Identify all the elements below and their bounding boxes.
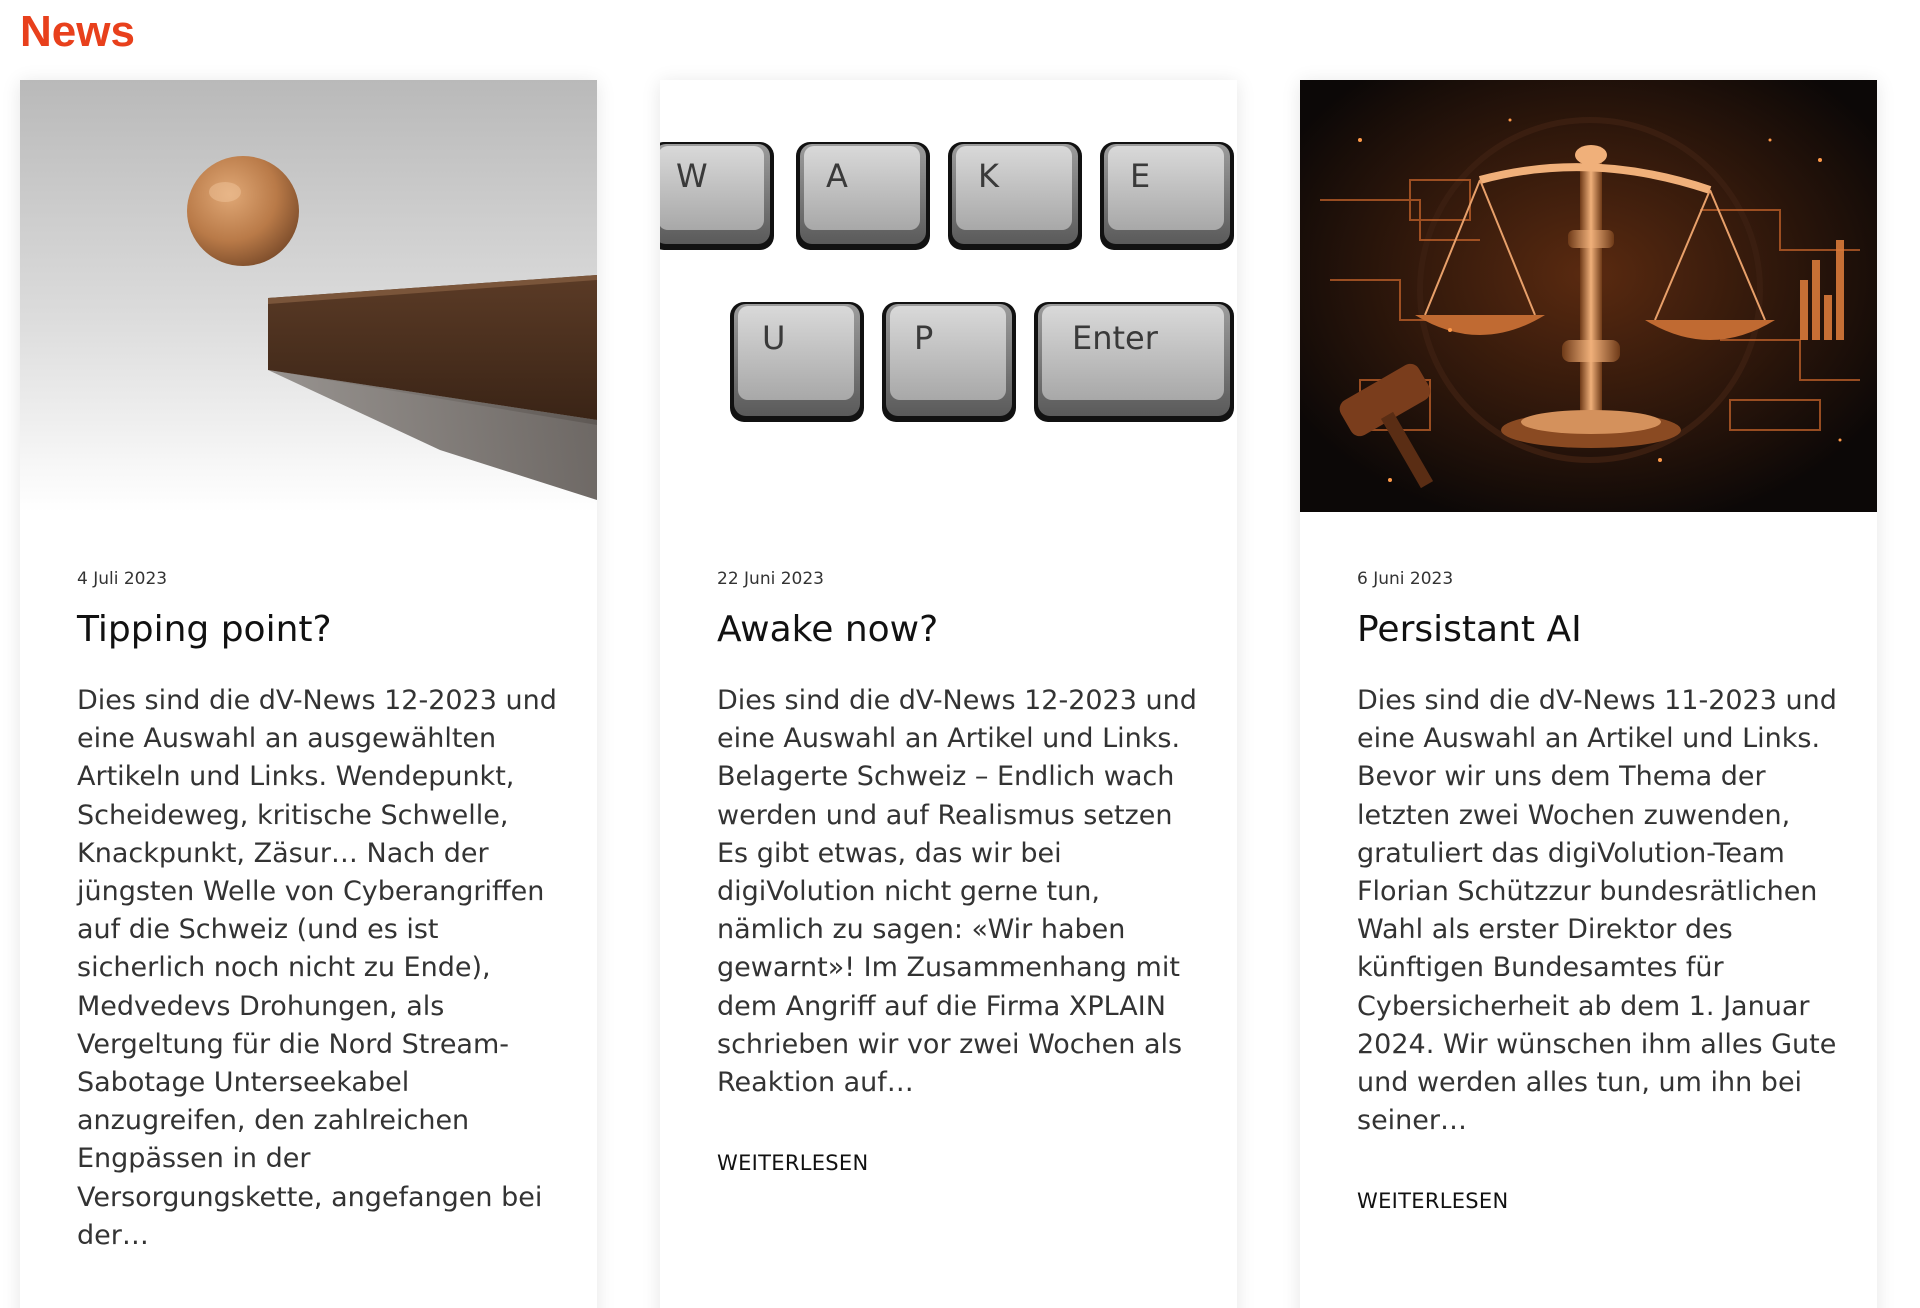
- post-title[interactable]: Persistant AI: [1357, 609, 1582, 650]
- post-excerpt: Dies sind die dV-News 12-2023 und eine Auswahl an ausgewählten Artikeln und Links. Wendepunkt, Scheideweg, kritische Schwelle, Knackpunkt, Zäsur… Nach der jüngsten Welle von Cyberangriffen auf die Schweiz (und es ist sicherlich noch nicht zu Ende), Medvedevs Drohungen, als Vergeltung für die Nord Stream-Sabotage Unterseekabel anzugreifen, den zahlreichen Engpässen in der Versorgungskette, angefangen bei der…: [77, 685, 557, 1251]
- svg-text:P: P: [914, 319, 934, 357]
- post-excerpt: Dies sind die dV-News 12-2023 und eine Auswahl an Artikel und Links. Belagerte Schweiz – Endlich wach werden und auf Realismus setzen Es gibt etwas, das wir bei digiVolution nicht gerne tun, nämlich zu sagen: «Wir haben gewarnt»! Im Zusammenhang mit dem Angriff auf die Firma XPLAIN schrieben wir vor zwei Wochen als Reaktion auf…: [717, 685, 1197, 1099]
- key-p: [882, 302, 1016, 422]
- svg-text:W: W: [676, 157, 708, 195]
- svg-text:A: A: [826, 157, 848, 195]
- post-date: 4 Juli 2023: [77, 569, 168, 589]
- post-title[interactable]: Awake now?: [717, 609, 939, 650]
- news-card-1[interactable]: [20, 80, 597, 1308]
- key-w: [660, 142, 774, 250]
- news-card-2[interactable]: [660, 80, 1237, 1308]
- key-e: [1100, 142, 1234, 250]
- key-k: [948, 142, 1082, 250]
- egg-balancing-on-ledge-image[interactable]: [20, 80, 597, 512]
- keyboard-keys-image[interactable]: [660, 80, 1237, 512]
- key-a: [796, 142, 930, 250]
- justice-scales-image[interactable]: [1300, 80, 1877, 512]
- key-enter: [1034, 302, 1234, 422]
- read-more-link[interactable]: WEITERLESEN: [1357, 1189, 1509, 1214]
- svg-text:Enter: Enter: [1072, 319, 1158, 357]
- svg-text:U: U: [762, 319, 786, 357]
- svg-text:K: K: [978, 157, 999, 195]
- post-date: 6 Juni 2023: [1357, 569, 1454, 589]
- post-date: 22 Juni 2023: [717, 569, 824, 589]
- post-title[interactable]: Tipping point?: [77, 609, 332, 650]
- section-title: News: [20, 7, 135, 56]
- news-card-3[interactable]: [1300, 80, 1877, 1308]
- svg-text:E: E: [1130, 157, 1151, 195]
- key-u: [730, 302, 864, 422]
- post-excerpt: Dies sind die dV-News 11-2023 und eine Auswahl an Artikel und Links. Bevor wir uns dem Thema der letzten zwei Wochen zuwenden, gratuliert das digiVolution-Team Florian Schützzur bundesrätlichen Wahl als erster Direktor des künftigen Bundesamtes für Cybersicherheit ab dem 1. Januar 2024. Wir wünschen ihm alles Gute und werden alles tun, um ihn bei seiner…: [1357, 685, 1837, 1137]
- read-more-link[interactable]: WEITERLESEN: [717, 1151, 869, 1176]
